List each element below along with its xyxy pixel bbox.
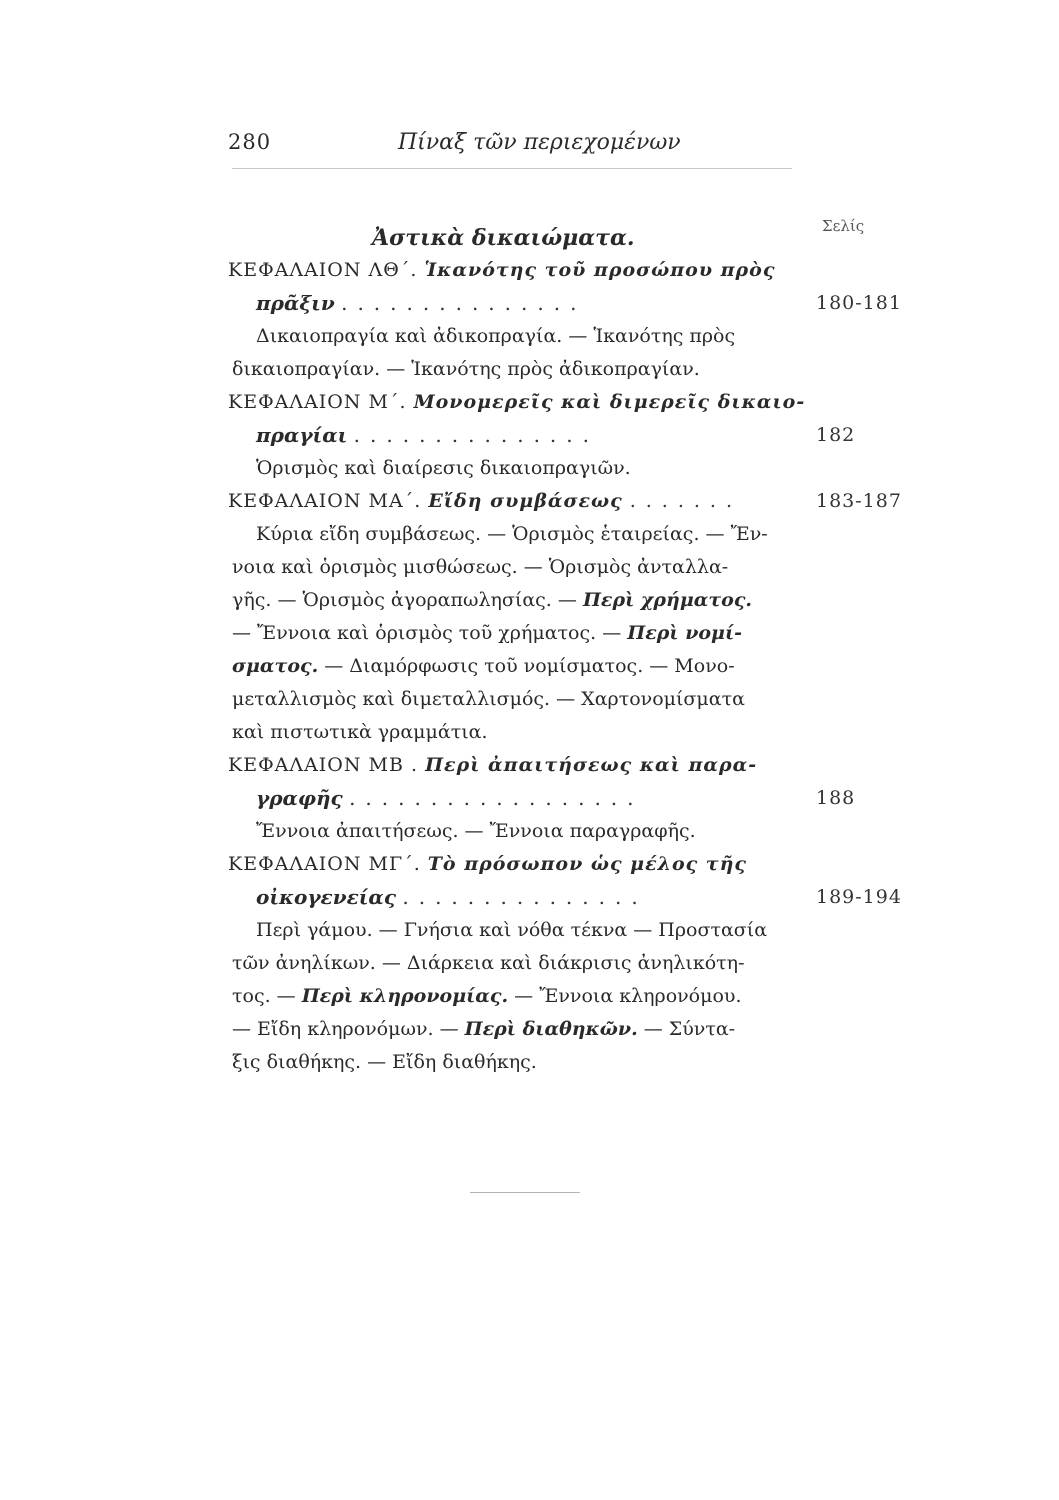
page-range: 180-181 xyxy=(816,292,902,314)
chapter-title: Ἱκανότης τοῦ προσώπου πρὸς xyxy=(424,259,776,281)
chapter-description: νοια καὶ ὁρισμὸς μισθώσεως. — Ὁρισμὸς ἀνταλλα- xyxy=(232,556,729,578)
toc-entry xyxy=(228,485,902,749)
chapter-label: ΚΕΦΑΛΑΙΟΝ Μ΄. xyxy=(228,391,407,413)
chapter-description: σματος. — Διαμόρφωσις τοῦ νομίσματος. — Μονο- xyxy=(232,655,735,677)
chapter-title: πρᾶξιν xyxy=(256,291,335,315)
section-title: Ἀστικὰ δικαιώματα. xyxy=(372,225,635,251)
chapter-description: καὶ πιστωτικὰ γραμμάτια. xyxy=(232,721,488,743)
chapter-title: Τὸ πρόσωπον ὡς μέλος τῆς xyxy=(427,853,747,875)
topic-highlight: Περὶ χρήματος. xyxy=(582,589,752,611)
chapter-label: ΚΕΦΑΛΑΙΟΝ ΜΑ΄. xyxy=(228,490,422,512)
chapter-title: πραγίαι xyxy=(256,423,348,447)
chapter-description: τος. — Περὶ κληρονομίας. — Ἔννοια κληρονόμου. xyxy=(232,985,742,1007)
chapter-title-continued xyxy=(228,782,856,815)
bottom-rule xyxy=(470,1192,580,1193)
chapter-description: Ὁρισμὸς καὶ διαίρεσις δικαιοπραγιῶν. xyxy=(256,457,631,479)
chapter-description: Δικαιοπραγία καὶ ἀδικοπραγία. — Ἱκανότης πρὸς xyxy=(256,325,736,347)
chapter-label: ΚΕΦΑΛΑΙΟΝ ΜΓ΄. xyxy=(228,853,421,875)
chapter-heading xyxy=(228,848,788,881)
header-rule xyxy=(232,168,792,169)
leader-dots: ............... xyxy=(402,885,648,909)
chapter-title-continued xyxy=(228,419,856,452)
chapter-description: Ἔννοια ἀπαιτήσεως. — Ἔννοια παραγραφῆς. xyxy=(256,820,696,842)
toc-entry xyxy=(228,749,856,848)
chapter-label: ΚΕΦΑΛΑΙΟΝ ΛΘ΄. xyxy=(228,259,418,281)
chapter-description: ξις διαθήκης. — Εἴδη διαθήκης. xyxy=(232,1051,537,1073)
chapter-title: Μονομερεῖς καὶ διμερεῖς δικαιο- xyxy=(413,391,806,413)
chapter-description: τῶν ἀνηλίκων. — Διάρκεια καὶ διάκρισις ἀνηλικότη- xyxy=(232,952,745,974)
chapter-heading xyxy=(228,386,806,419)
page-column-label: Σελίς xyxy=(822,217,865,235)
chapter-heading xyxy=(228,749,788,782)
toc-entry xyxy=(228,386,856,485)
leader-dots: ....... xyxy=(629,490,742,512)
chapter-description: γῆς. — Ὁρισμὸς ἀγοραπωλησίας. — Περὶ χρήματος. xyxy=(232,589,752,611)
topic-highlight: σματος. xyxy=(232,655,319,677)
page-range: 188 xyxy=(816,787,856,809)
chapter-description: μεταλλισμὸς καὶ διμεταλλισμός. — Χαρτονομίσματα xyxy=(232,688,745,710)
toc-entry xyxy=(228,848,902,1079)
chapter-title: Εἴδη συμβάσεως xyxy=(428,490,623,512)
topic-highlight: Περὶ νομί- xyxy=(627,622,743,644)
leader-dots: .................. xyxy=(349,786,644,810)
topic-highlight: Περὶ διαθηκῶν. xyxy=(464,1018,638,1040)
page-range: 189-194 xyxy=(816,886,902,908)
chapter-heading xyxy=(228,254,788,287)
chapter-title: Περὶ ἀπαιτήσεως καὶ παρα- xyxy=(425,754,758,776)
page-number: 280 xyxy=(228,130,272,154)
chapter-heading xyxy=(228,485,902,518)
chapter-title: γραφῆς xyxy=(256,786,343,810)
chapter-label: ΚΕΦΑΛΑΙΟΝ ΜΒ . xyxy=(228,754,419,776)
table-of-contents xyxy=(228,254,902,1079)
chapter-description: — Εἴδη κληρονόμων. — Περὶ διαθηκῶν. — Σύντα- xyxy=(232,1018,736,1040)
chapter-description: δικαιοπραγίαν. — Ἱκανότης πρὸς ἀδικοπραγίαν. xyxy=(232,358,700,380)
leader-dots: ............... xyxy=(353,423,600,447)
chapter-title: οἰκογενείας xyxy=(256,885,396,909)
page-range: 182 xyxy=(816,424,856,446)
chapter-description: — Ἔννοια καὶ ὁρισμὸς τοῦ χρήματος. — Περὶ νομί- xyxy=(232,622,743,644)
chapter-title-continued xyxy=(228,881,902,914)
page-range: 183-187 xyxy=(816,490,902,512)
leader-dots: ............... xyxy=(341,291,587,315)
running-title: Πίναξ τῶν περιεχομένων xyxy=(398,130,681,155)
chapter-description: Περὶ γάμου. — Γνήσια καὶ νόθα τέκνα — Προστασία xyxy=(256,919,768,941)
toc-entry xyxy=(228,254,902,386)
chapter-title-continued xyxy=(228,287,902,320)
topic-highlight: Περὶ κληρονομίας. xyxy=(301,985,509,1007)
chapter-description: Κύρια εἴδη συμβάσεως. — Ὁρισμὸς ἑταιρείας. — Ἔν- xyxy=(256,523,768,545)
